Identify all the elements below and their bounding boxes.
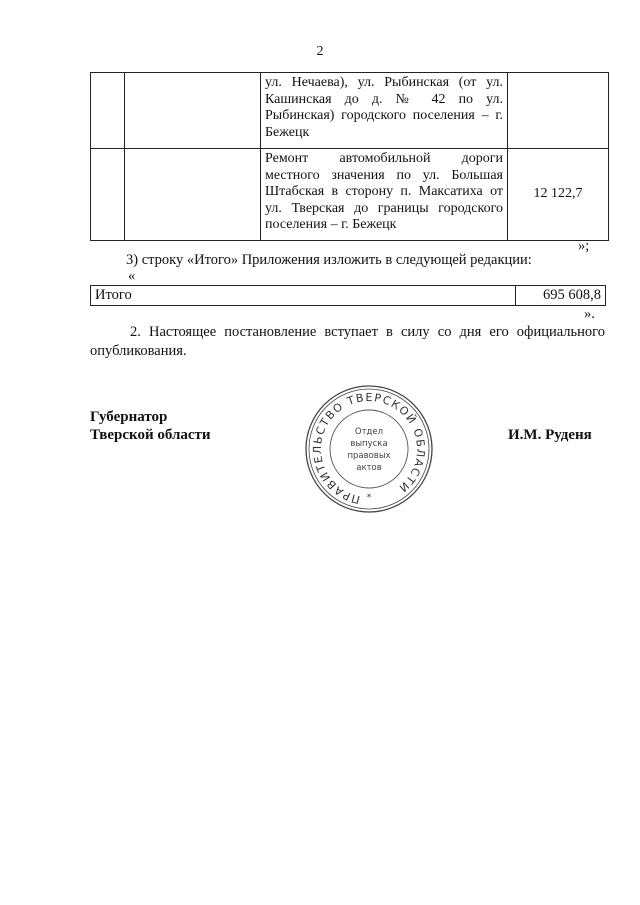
total-label: Итого: [91, 286, 516, 306]
signature-title: [90, 408, 211, 444]
road-description: Ремонт автомобильной дороги местного значения по ул. Большая Штабская в сторону п. Максатиха от ул. Тверская до границы городского поселения – г. Бежецк: [261, 149, 508, 241]
table-row: [91, 73, 609, 149]
signature-title-line2: Тверской области: [90, 427, 211, 443]
item-3-text: 3) строку «Итого» Приложения изложить в следующей редакции:: [126, 252, 532, 268]
table-row: [91, 286, 606, 306]
seal-center-line: правовых: [347, 451, 391, 461]
table-cell-empty: [125, 73, 261, 149]
close-quote: ».: [584, 306, 595, 322]
paragraph-2: 2. Настоящее постановление вступает в силу со дня его официального опубликования.: [90, 324, 605, 359]
total-table: [90, 285, 606, 306]
table-cell-empty: [125, 149, 261, 241]
total-value: 695 608,8: [516, 286, 606, 306]
table-cell-empty: [91, 73, 125, 149]
seal-ring-text: ПРАВИТЕЛЬСТВО ТВЕРСКОЙ ОБЛАСТИ: [310, 390, 428, 507]
seal-center-line: Отдел: [354, 427, 384, 437]
seal-star: *: [366, 493, 372, 503]
road-amount: [508, 73, 609, 149]
page-number: 2: [316, 44, 324, 59]
seal-center-line: актов: [356, 463, 382, 473]
table-row: [91, 149, 609, 241]
official-seal: [303, 383, 435, 515]
table-cell-empty: [91, 149, 125, 241]
signature-name: И.М. Руденя: [508, 427, 592, 443]
close-quote: »;: [578, 238, 590, 254]
open-quote: «: [128, 268, 136, 284]
roads-table: [90, 72, 609, 241]
road-amount: 12 122,7: [508, 149, 609, 241]
signature-title-line1: Губернатор: [90, 409, 168, 425]
road-description: ул. Нечаева), ул. Рыбинская (от ул. Кашинская до д. № 42 по ул. Рыбинская) городского поселения – г. Бежецк: [261, 73, 508, 149]
seal-center-line: выпуска: [350, 439, 388, 449]
